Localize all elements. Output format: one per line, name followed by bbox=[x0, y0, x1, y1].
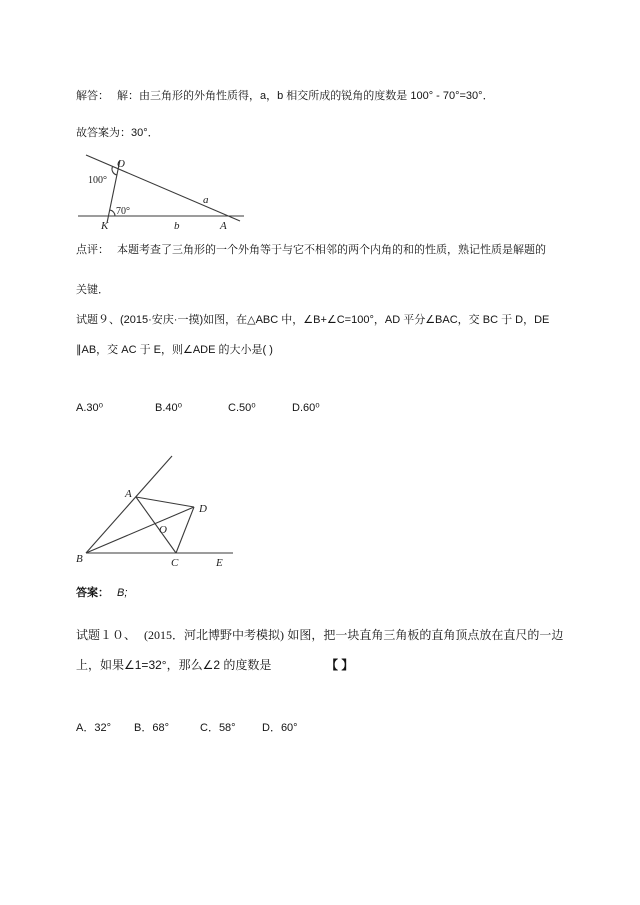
question9-figure bbox=[74, 452, 238, 570]
question9-option-a: A.30⁰ bbox=[76, 402, 104, 414]
comment-line bbox=[76, 243, 546, 257]
comment-text-cont: 关键． bbox=[76, 284, 109, 296]
question9-option-b: B.40⁰ bbox=[155, 402, 183, 414]
question10-text-cont: 上，如果∠1=32°，那么∠2 的度数是 bbox=[76, 658, 272, 672]
final-answer: 故答案为：30°． bbox=[76, 127, 159, 139]
line-AD bbox=[136, 497, 194, 507]
label-angle-100: 100° bbox=[88, 175, 107, 186]
question10-option-d: D．60° bbox=[262, 722, 298, 734]
question10-option-b: B．68° bbox=[134, 722, 169, 734]
question9-line2: ∥AB，交 AC 于 E，则∠ADE 的大小是( ) bbox=[76, 344, 273, 356]
comment-label: 点评： bbox=[76, 244, 109, 256]
label-K: K bbox=[101, 220, 109, 232]
solution-text: 解：由三角形的外角性质得，a，b 相交所成的锐角的度数是 100° - 70°=30°． bbox=[117, 90, 494, 102]
question10-line1 bbox=[76, 627, 563, 643]
question10-option-a: A．32° bbox=[76, 722, 111, 734]
question9-option-c: C.50⁰ bbox=[228, 402, 256, 414]
label-D: D bbox=[199, 503, 207, 515]
comment-text: 本题考查了三角形的一个外角等于与它不相邻的两个内角的和的性质，熟记性质是解题的 bbox=[117, 244, 546, 256]
label-A: A bbox=[220, 220, 227, 232]
label-O: O bbox=[159, 524, 167, 536]
solution-label: 解答： bbox=[76, 90, 109, 102]
line-BD bbox=[86, 507, 194, 553]
answer-label: 答案： bbox=[76, 587, 109, 599]
label-A: A bbox=[125, 488, 132, 500]
ray-BA bbox=[86, 456, 172, 553]
solution-figure bbox=[74, 150, 250, 232]
question10-text: 如图，把一块直角三角板的直角顶点放在直尺的一边 bbox=[287, 628, 564, 642]
question9-answer bbox=[76, 586, 127, 600]
question10-option-c: C．58° bbox=[200, 722, 236, 734]
question10-number: 试题１０、 bbox=[76, 628, 137, 642]
line-AC bbox=[136, 497, 176, 553]
question10-source: (2015．河北博野中考模拟) bbox=[144, 628, 285, 642]
label-C: C bbox=[171, 557, 179, 569]
answer-bracket: 【 】 bbox=[326, 658, 354, 672]
answer-value: B; bbox=[117, 587, 128, 599]
question9-option-d: D.60⁰ bbox=[292, 402, 320, 414]
label-a: a bbox=[203, 194, 209, 206]
question9-line1: 试题９、(2015·安庆·一摸)如图，在△ABC 中，∠B+∠C=100°，AD 平分∠BAC，交 BC 于 D，DE bbox=[76, 314, 550, 326]
label-B: B bbox=[76, 553, 83, 565]
label-angle-70: 70° bbox=[116, 206, 130, 217]
label-O: O bbox=[117, 158, 125, 170]
angle-arc-K bbox=[110, 210, 115, 216]
solution-line bbox=[76, 89, 494, 103]
label-b: b bbox=[174, 220, 180, 232]
question10-line2 bbox=[76, 657, 271, 673]
label-E: E bbox=[216, 557, 223, 569]
